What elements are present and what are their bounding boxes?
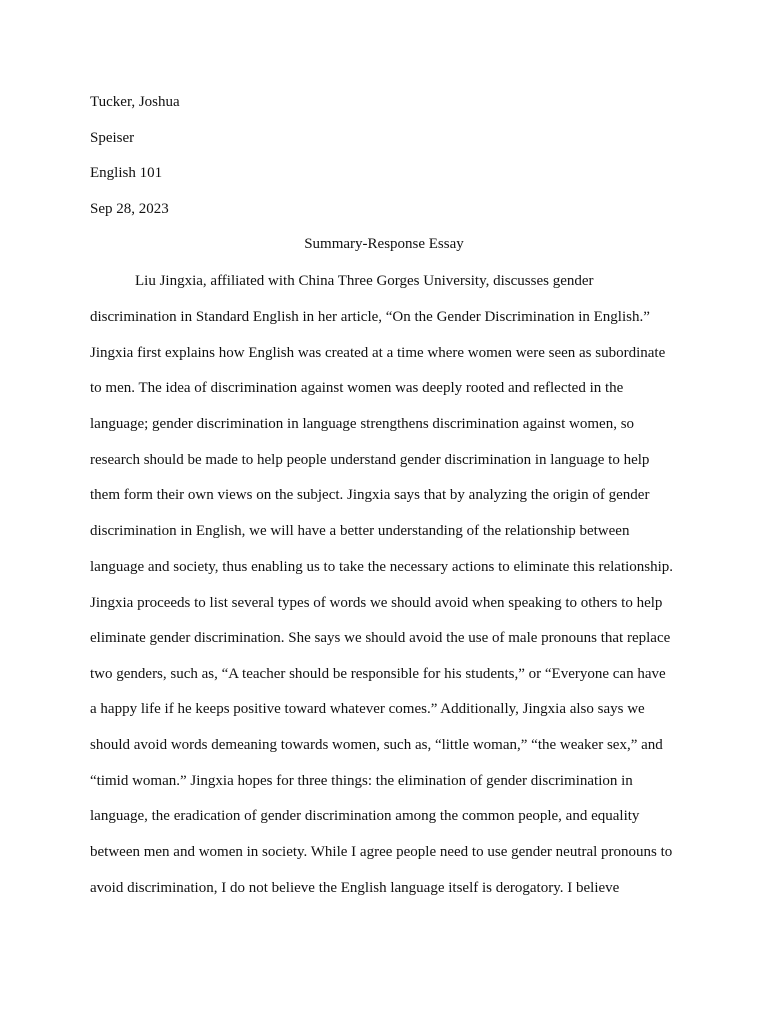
essay-title: Summary-Response Essay [304,236,464,252]
body-line: eliminate gender discrimination. She says we should avoid the use of male pronouns that replace [90,630,671,646]
body-line: “timid woman.” Jingxia hopes for three things: the elimination of gender discrimination in [90,773,633,789]
body-line: discrimination in Standard English in her article, “On the Gender Discrimination in English.” [90,309,650,325]
body-line: Jingxia first explains how English was created at a time where women were seen as subordinate [90,345,666,361]
body-line: discrimination in English, we will have a better understanding of the relationship between [90,523,630,539]
body-line: avoid discrimination, I do not believe the English language itself is derogatory. I believe [90,880,620,896]
course-name: English 101 [90,165,163,181]
body-line: two genders, such as, “A teacher should be responsible for his students,” or “Everyone can have [90,666,666,682]
body-line: should avoid words demeaning towards women, such as, “little woman,” “the weaker sex,” and [90,737,663,753]
body-line: language and society, thus enabling us to take the necessary actions to eliminate this relationship. [90,559,674,575]
body-line: them form their own views on the subject. Jingxia says that by analyzing the origin of gender [90,487,650,503]
body-line: Jingxia proceeds to list several types of words we should avoid when speaking to others to help [90,595,663,611]
body-line: Liu Jingxia, affiliated with China Three Gorges University, discusses gender [135,273,594,289]
body-line: between men and women in society. While I agree people need to use gender neutral pronouns to [90,844,673,860]
essay-date: Sep 28, 2023 [90,201,169,217]
body-line: to men. The idea of discrimination against women was deeply rooted and reflected in the [90,380,624,396]
body-line: language; gender discrimination in language strengthens discrimination against women, so [90,416,635,432]
student-name: Tucker, Joshua [90,94,180,110]
instructor-name: Speiser [90,130,135,146]
body-line: language, the eradication of gender discrimination among the common people, and equality [90,808,640,824]
body-line: a happy life if he keeps positive toward whatever comes.” Additionally, Jingxia also says we [90,701,645,717]
body-line: research should be made to help people understand gender discrimination in language to help [90,452,650,468]
